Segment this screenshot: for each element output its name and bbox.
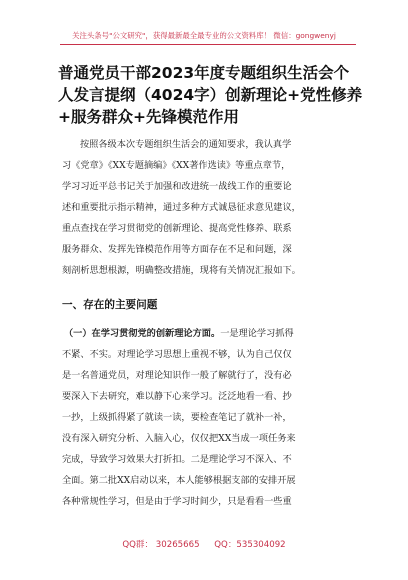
paragraph-subheading: （一）在学习贯彻党的创新理论方面。 (64, 328, 221, 339)
problem-paragraph (62, 323, 362, 512)
header-promo-note: 关注头条号"公文研究"，获得最新最全最专业的公文资料库！ 微信：gongwenyj (72, 31, 336, 40)
intro-line: 述和重要批示指示精神，通过多种方式诚恳征求意见建议， (62, 202, 301, 213)
paragraph-line: 完成，导致学习效果大打折扣。二是理论学习不深入、不 (62, 454, 292, 465)
section-heading: 一、存在的主要问题 (62, 299, 158, 311)
paragraph-line: 没有深入研究分析、入脑入心，仅仅把XX当成一项任务来 (62, 433, 296, 444)
header-divider (60, 44, 356, 45)
document-title (58, 62, 363, 128)
paragraph-text: 一是理论学习抓得 (220, 328, 294, 339)
title-line: +服务群众+先锋模范作用 (58, 108, 239, 126)
paragraph-line: 要深入下去研究，难以静下心来学习。泛泛地看一看、抄 (62, 391, 292, 402)
paragraph-line: 全面。第二批XX启动以来，本人能够根据支部的安排开展 (62, 475, 296, 486)
paragraph-line: 是一名普通党员，对理论知识作一般了解就行了，没有必 (62, 370, 292, 381)
title-line: 人发言提纲（4024字）创新理论+党性修养 (58, 86, 363, 104)
footer-contact (0, 538, 408, 550)
intro-line: 习《党章》《XX专题摘编》《XX著作选读》等重点章节， (62, 160, 291, 171)
intro-line: 学习习近平总书记关于加强和改进统一战线工作的重要论 (62, 181, 292, 192)
footer-qq-group: QQ群： 30265665 (122, 540, 200, 550)
footer-qq-number: QQ：535304092 (214, 540, 286, 550)
intro-line: 刻剖析思想根源，明确整改措施，现将有关情况汇报如下。 (62, 265, 301, 276)
intro-paragraph (62, 134, 362, 281)
paragraph-line: 不紧、不实。对理论学习思想上重视不够，认为自己仅仅 (62, 349, 292, 360)
title-line: 普通党员干部2023年度专题组织生活会个 (58, 64, 350, 82)
paragraph-line: 一抄，上级抓得紧了就读一读，要检查笔记了就补一补， (62, 412, 292, 423)
paragraph-first-line (62, 323, 362, 344)
intro-line: 按照各级本次专题组织生活会的通知要求，我认真学 (80, 139, 292, 150)
intro-line: 服务群众、发挥先锋模范作用等方面存在不足和问题，深 (62, 244, 292, 255)
paragraph-line: 各种常规性学习，但是由于学习时间少，只是看看一些重 (62, 496, 292, 507)
intro-line: 重点查找在学习贯彻党的创新理论、提高党性修养、联系 (62, 223, 292, 234)
